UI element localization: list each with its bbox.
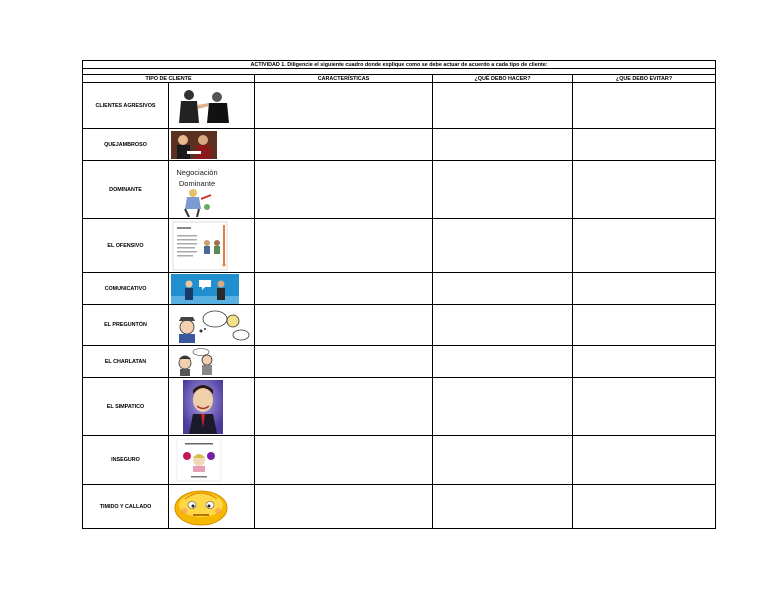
what-to-do-cell[interactable]: [433, 273, 573, 305]
table-row: [83, 129, 716, 161]
row-image-cell: [169, 436, 255, 485]
questioning-cartoon-icon: [171, 307, 253, 343]
what-to-avoid-cell[interactable]: [573, 161, 716, 219]
what-to-do-cell[interactable]: [433, 378, 573, 436]
insecure-client-slide-icon: [171, 438, 223, 482]
table-row: [83, 346, 716, 378]
table-row: [83, 436, 716, 485]
row-image-cell: [169, 378, 255, 436]
what-to-avoid-cell[interactable]: [573, 305, 716, 346]
row-image-cell: [169, 161, 255, 219]
talking-people-icon: [171, 274, 239, 304]
characteristics-cell[interactable]: [255, 219, 433, 273]
header-evitar: ¿QUE DEBO EVITAR?: [573, 75, 716, 83]
complaining-people-icon: [171, 131, 217, 159]
what-to-avoid-cell[interactable]: [573, 83, 716, 129]
dominant-negotiation-icon: [171, 163, 223, 217]
angry-men-icon: [171, 87, 231, 125]
characteristics-cell[interactable]: [255, 305, 433, 346]
what-to-do-cell[interactable]: [433, 436, 573, 485]
table-row: [83, 161, 716, 219]
smiling-man-icon: [171, 380, 223, 434]
characteristics-cell[interactable]: [255, 378, 433, 436]
row-label: TIMIDO Y CALLADO: [83, 485, 169, 529]
what-to-do-cell[interactable]: [433, 83, 573, 129]
activity-title: ACTIVIDAD 1. Diligencie el siguiente cuadro donde explique como se debe actuar de acuerdo a cada tipo de cliente:: [83, 61, 716, 69]
table-row: [83, 219, 716, 273]
header-tipo: TIPO DE CLIENTE: [83, 75, 255, 83]
image-text-line-1: Negociación: [176, 167, 218, 177]
row-image-cell: [169, 485, 255, 529]
what-to-avoid-cell[interactable]: [573, 129, 716, 161]
row-image-cell: [169, 219, 255, 273]
row-image-cell: [169, 346, 255, 378]
image-text-line-2: Dominante: [178, 178, 216, 188]
what-to-avoid-cell[interactable]: [573, 436, 716, 485]
row-label: EL SIMPATICO: [83, 378, 169, 436]
row-label: INSEGURO: [83, 436, 169, 485]
row-image-cell: [169, 305, 255, 346]
row-label: CLIENTES AGRESIVOS: [83, 83, 169, 129]
characteristics-cell[interactable]: [255, 273, 433, 305]
table-row: [83, 273, 716, 305]
activity-sheet: [82, 60, 715, 529]
client-types-table: [82, 60, 716, 529]
row-label: DOMINANTE: [83, 161, 169, 219]
row-label: COMUNICATIVO: [83, 273, 169, 305]
document-slide-icon: [171, 221, 229, 271]
row-label: EL OFENSIVO: [83, 219, 169, 273]
what-to-avoid-cell[interactable]: [573, 485, 716, 529]
characteristics-cell[interactable]: [255, 436, 433, 485]
what-to-do-cell[interactable]: [433, 219, 573, 273]
row-image-cell: [169, 129, 255, 161]
characteristics-cell[interactable]: [255, 129, 433, 161]
what-to-avoid-cell[interactable]: [573, 219, 716, 273]
characteristics-cell[interactable]: [255, 485, 433, 529]
characteristics-cell[interactable]: [255, 83, 433, 129]
row-label: EL CHARLATAN: [83, 346, 169, 378]
table-row: [83, 485, 716, 529]
chatter-cartoon-icon: [171, 348, 221, 376]
characteristics-cell[interactable]: [255, 346, 433, 378]
row-image-cell: [169, 83, 255, 129]
what-to-do-cell[interactable]: [433, 161, 573, 219]
what-to-avoid-cell[interactable]: [573, 273, 716, 305]
row-label: QUEJAMBROSO: [83, 129, 169, 161]
row-label: EL PREGUNTÓN: [83, 305, 169, 346]
what-to-do-cell[interactable]: [433, 129, 573, 161]
what-to-avoid-cell[interactable]: [573, 346, 716, 378]
what-to-do-cell[interactable]: [433, 485, 573, 529]
shy-face-icon: [171, 487, 231, 527]
table-row: [83, 83, 716, 129]
row-image-cell: [169, 273, 255, 305]
header-caracteristicas: CARACTERÍSTICAS: [255, 75, 433, 83]
what-to-do-cell[interactable]: [433, 305, 573, 346]
what-to-do-cell[interactable]: [433, 346, 573, 378]
table-row: [83, 378, 716, 436]
characteristics-cell[interactable]: [255, 161, 433, 219]
table-row: [83, 305, 716, 346]
header-hacer: ¿QUÉ DEBO HACER?: [433, 75, 573, 83]
what-to-avoid-cell[interactable]: [573, 378, 716, 436]
